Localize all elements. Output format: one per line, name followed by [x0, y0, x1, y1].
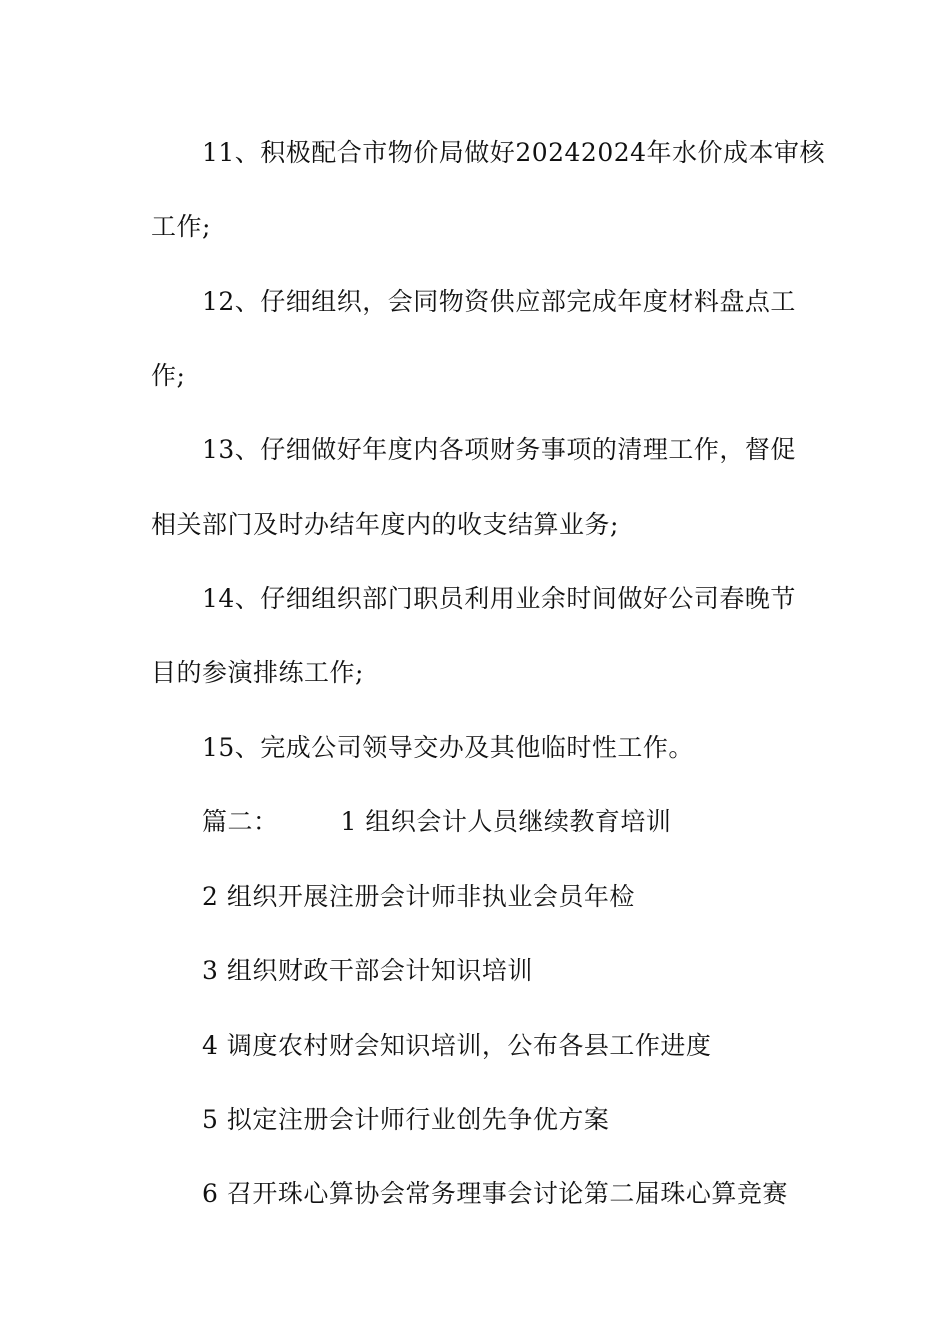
text-line-5: 13、仔细做好年度内各项财务事项的清理工作，督促 — [202, 435, 796, 464]
list-item: 5 拟定注册会计师行业创先争优方案 — [202, 1105, 610, 1134]
list-item: 4 调度农村财会知识培训，公布各县工作进度 — [202, 1031, 712, 1060]
text-line-3: 12、仔细组织，会同物资供应部完成年度材料盘点工 — [202, 287, 796, 316]
text-line-4: 作; — [151, 361, 186, 390]
list-item: 6 召开珠心算协会常务理事会讨论第二届珠心算竞赛 — [202, 1179, 788, 1208]
text-line-10 — [202, 805, 671, 839]
list-item: 2 组织开展注册会计师非执业会员年检 — [202, 882, 635, 911]
text-line-7: 14、仔细组织部门职员利用业余时间做好公司春晚节 — [202, 584, 796, 613]
text-line-2: 工作; — [151, 212, 211, 241]
text-line-9: 15、完成公司领导交办及其他临时性工作。 — [202, 733, 694, 762]
list-item: 1 组织会计人员继续教育培训 — [340, 807, 672, 836]
section-heading: 篇二： — [202, 807, 279, 836]
text-line-6: 相关部门及时办结年度内的收支结算业务; — [151, 510, 619, 539]
text-line-8: 目的参演排练工作; — [151, 658, 364, 687]
list-item: 3 组织财政干部会计知识培训 — [202, 956, 533, 985]
text-line-1: 11、积极配合市物价局做好20242024年水价成本审核 — [202, 138, 826, 167]
